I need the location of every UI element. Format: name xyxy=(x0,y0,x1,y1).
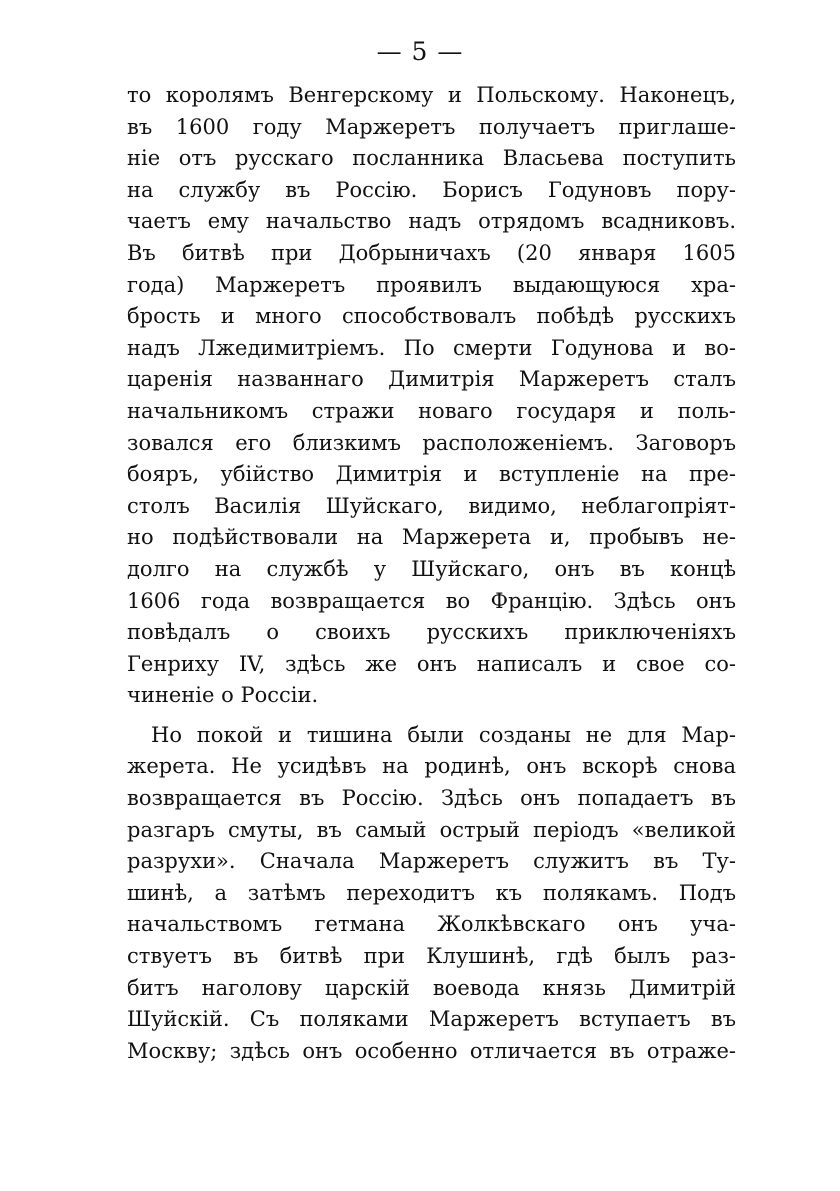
text-line: жерета. Не усидѣвъ на родинѣ, онъ вскорѣ снова xyxy=(127,754,736,779)
text-line: долго на службѣ у Шуйскаго, онъ въ концѣ xyxy=(127,556,736,581)
body-text xyxy=(127,80,736,1067)
text-line: чиненіе о Россіи. xyxy=(127,683,319,708)
text-line: разрухи». Сначала Маржеретъ служитъ въ Ту- xyxy=(127,849,736,874)
text-line: брость и много способствовалъ побѣдѣ русскихъ xyxy=(127,304,736,329)
text-line: чаетъ ему начальство надъ отрядомъ всадниковъ. xyxy=(127,209,736,234)
text-line: бояръ, убійство Димитрія и вступленіе на пре- xyxy=(127,462,736,487)
text-line: Москву; здѣсь онъ особенно отличается въ отраже- xyxy=(127,1038,736,1063)
text-line: Въ битвѣ при Добрыничахъ (20 января 1605 xyxy=(127,240,736,265)
text-line: на службу въ Россію. Борисъ Годуновъ пору- xyxy=(127,177,736,202)
text-line: начальствомъ гетмана Жолкѣвскаго онъ уча- xyxy=(127,912,736,937)
text-line: Генриху IV, здѣсь же онъ написалъ и свое со- xyxy=(127,651,736,676)
text-line: столъ Василія Шуйскаго, видимо, неблагопріят- xyxy=(127,493,736,518)
page-number: — 5 — xyxy=(376,37,464,66)
text-line: но подѣйствовали на Маржерета и, пробывъ не- xyxy=(127,525,736,550)
paragraph-2 xyxy=(127,720,736,1068)
text-line: зовался его близкимъ расположеніемъ. Заговоръ xyxy=(127,430,736,455)
text-line: надъ Лжедимитріемъ. По смерти Годунова и во- xyxy=(127,335,736,360)
text-line: Но покой и тишина были созданы не для Мар- xyxy=(151,722,736,747)
text-line: ствуетъ въ битвѣ при Клушинѣ, гдѣ былъ раз- xyxy=(127,944,736,969)
text-line: 1606 года возвращается во Францію. Здѣсь онъ xyxy=(127,588,736,613)
text-line: начальникомъ стражи новаго государя и поль- xyxy=(127,398,736,423)
text-line: повѣдалъ о своихъ русскихъ приключеніяхъ xyxy=(127,620,736,645)
text-line: разгаръ смуты, въ самый острый періодъ «великой xyxy=(127,817,736,842)
text-line: возвращается въ Россію. Здѣсь онъ попадаетъ въ xyxy=(127,786,736,811)
text-line: Шуйскій. Съ поляками Маржеретъ вступаетъ въ xyxy=(127,1007,736,1032)
paragraph-gap xyxy=(127,712,736,720)
text-line: шинѣ, а затѣмъ переходитъ къ полякамъ. Подъ xyxy=(127,880,736,905)
text-line: цаpенія названнаго Димитрія Маржеретъ сталъ xyxy=(127,367,736,392)
text-line: ніе отъ русскаго посланника Власьева поступить xyxy=(127,146,736,171)
text-line: битъ наголову царскій воевода князь Димитрій xyxy=(127,975,736,1000)
text-line: то королямъ Венгерскому и Польскому. Наконецъ, xyxy=(127,83,736,107)
paragraph-1 xyxy=(127,80,736,712)
text-line: года) Маржеретъ проявилъ выдающуюся хра- xyxy=(127,272,736,297)
text-line: въ 1600 году Маржеретъ получаетъ приглаше- xyxy=(127,114,736,139)
